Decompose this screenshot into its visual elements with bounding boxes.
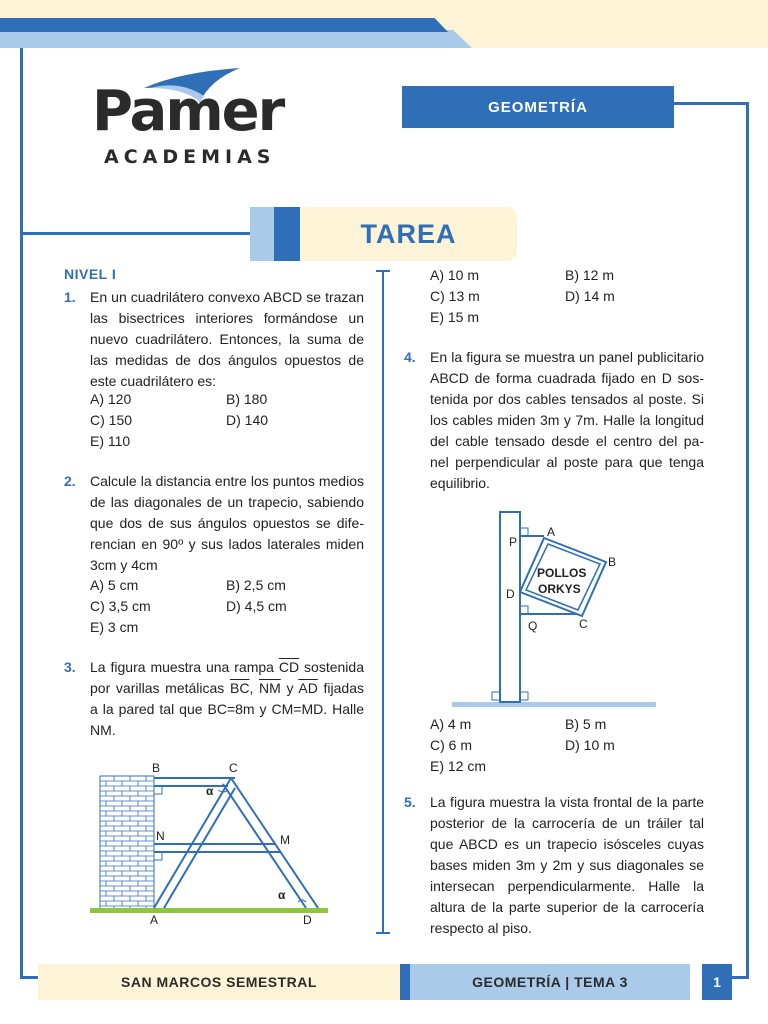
fig3-label-d: D	[303, 913, 312, 927]
question-5-line: respecto al piso.	[430, 920, 532, 936]
q1-option-c: C) 150	[90, 412, 133, 428]
q3-option-a: A) 10 m	[430, 267, 480, 283]
fig4-label-c: C	[579, 617, 588, 631]
question-4-line: En la figura se muestra un panel publicitario	[430, 349, 704, 365]
question-5-line: que ABCD es un trapecio isósceles cuyas	[430, 836, 704, 852]
question-1-text	[90, 287, 364, 392]
question-2-text	[90, 471, 364, 576]
section-title: TAREA	[300, 207, 517, 261]
billboard-figure	[450, 506, 660, 712]
fig4-label-q: Q	[528, 619, 538, 633]
question-4-line: tenida por dos cables tensados al poste. Si	[430, 391, 704, 407]
question-1-line: nuevo cuadrilátero. Entonces, la suma de	[90, 331, 364, 347]
question-2-line: que dos de sus ángulos opuestos se dife-	[90, 515, 364, 531]
fig3-label-c: C	[229, 761, 238, 775]
page-number: 1	[702, 964, 732, 1000]
q2-option-b: B) 2,5 cm	[226, 577, 286, 593]
question-2-line: rencian en 90º y sus lados laterales miden	[90, 536, 364, 552]
panel-text-line-2: ORKYS	[538, 582, 581, 596]
fig4-label-d: D	[506, 587, 515, 601]
ramp-figure	[90, 756, 340, 928]
top-banner-stripe-light	[0, 30, 472, 48]
level-heading: NIVEL I	[64, 266, 117, 282]
section-accent-light	[250, 207, 274, 261]
q1-option-e: E) 110	[90, 433, 131, 449]
frame-left-border	[20, 48, 23, 978]
logo-subtitle: ACADEMIAS	[104, 146, 276, 168]
footer-separator	[400, 964, 410, 1000]
q3-option-e: E) 15 m	[430, 309, 480, 325]
top-banner-stripe-dark	[0, 18, 448, 32]
q4-option-a: A) 4 m	[430, 716, 472, 732]
q3-option-d: D) 14 m	[565, 288, 615, 304]
question-1-line: las medidas de dos ángulos opuestos de	[90, 352, 364, 368]
question-4-line: los cables miden 3m y 7m. Halle la longitud	[430, 412, 704, 428]
question-5-line: bases miden 3m y 2m y sus diagonales se	[430, 857, 704, 873]
question-5-number: 5.	[404, 794, 416, 810]
question-3-line: La figura muestra una rampa $\overline{CD}$ sostenida	[90, 659, 364, 675]
question-1-line: este cuadrilátero es:	[90, 373, 217, 389]
fig4-label-p: P	[509, 535, 518, 549]
q3-option-b: B) 12 m	[565, 267, 615, 283]
fig4-label-a: A	[547, 525, 556, 539]
question-5-text	[430, 792, 704, 939]
q4-option-c: C) 6 m	[430, 737, 472, 753]
question-3-text	[90, 657, 364, 741]
footer-course: SAN MARCOS SEMESTRAL	[38, 964, 400, 1000]
question-5-line: intersecan perpendicularmente. Halle la	[430, 878, 704, 894]
question-4-line: ABCD de forma cuadrada fijado en D sos-	[430, 370, 704, 386]
question-2-line: 3cm y 4cm	[90, 557, 158, 573]
section-accent-dark	[274, 207, 300, 261]
question-4-number: 4.	[404, 349, 416, 365]
q3-option-c: C) 13 m	[430, 288, 480, 304]
question-1-number: 1.	[64, 289, 76, 305]
section-rule	[22, 232, 254, 235]
q4-option-d: D) 10 m	[565, 737, 615, 753]
subject-header: GEOMETRÍA	[402, 86, 674, 128]
fig3-label-alpha-bottom: α	[278, 888, 286, 902]
q2-option-e: E) 3 cm	[90, 619, 139, 635]
q1-option-d: D) 140	[226, 412, 269, 428]
question-2-number: 2.	[64, 473, 76, 489]
fig3-label-m: M	[280, 833, 290, 847]
fig3-label-n: N	[156, 829, 165, 843]
question-4-text	[430, 347, 704, 494]
column-divider	[382, 270, 384, 934]
question-4-line: del cable tensado desde el centro del pa-	[430, 433, 704, 449]
question-1-line: En un cuadrilátero convexo ABCD se trazan	[90, 289, 364, 305]
question-4-line: nel perpendicular al poste para que tenga	[430, 454, 704, 470]
logo-wordmark: Pamer	[92, 79, 284, 144]
question-3-line: por varillas metálicas $\overline{BC}$, $\overline{NM}$ y $\overline{AD}$ fijadas	[90, 680, 364, 696]
q2-option-a: A) 5 cm	[90, 577, 139, 593]
question-4-line: equilibrio.	[430, 475, 490, 491]
question-3-line: NM.	[90, 722, 116, 738]
question-1-line: las bisectrices interiores formándose un	[90, 310, 364, 326]
frame-right-border	[746, 102, 749, 978]
column-divider-cap-top	[376, 270, 390, 272]
q4-option-b: B) 5 m	[565, 716, 607, 732]
fig3-label-b: B	[152, 761, 161, 775]
frame-bottom-border	[20, 976, 40, 979]
q2-option-c: C) 3,5 cm	[90, 598, 151, 614]
question-5-line: La figura muestra la vista frontal de la parte	[430, 794, 704, 810]
question-3-line: a la pared tal que BC=8m y CM=MD. Halle	[90, 701, 364, 717]
q1-option-b: B) 180	[226, 391, 268, 407]
panel-text-line-1: POLLOS	[537, 566, 587, 580]
question-5-line: altura de la parte superior de la carrocería	[430, 899, 704, 915]
question-2-line: Calcule la distancia entre los puntos medios	[90, 473, 364, 489]
question-2-line: de las diagonales de un trapecio, sabiendo	[90, 494, 364, 510]
q1-option-a: A) 120	[90, 391, 132, 407]
frame-bottom-right-border	[732, 976, 749, 979]
frame-right-top-border	[674, 102, 749, 105]
fig3-label-alpha-top: α	[206, 784, 214, 798]
column-divider-cap-bottom	[376, 932, 390, 934]
question-3-number: 3.	[64, 659, 76, 675]
q4-option-e: E) 12 cm	[430, 758, 487, 774]
question-5-line: posterior de la carrocería de un tráiler tal	[430, 815, 704, 831]
fig4-label-b: B	[608, 555, 617, 569]
fig3-label-a: A	[150, 913, 159, 927]
q2-option-d: D) 4,5 cm	[226, 598, 287, 614]
footer-topic: GEOMETRÍA | TEMA 3	[410, 964, 690, 1000]
